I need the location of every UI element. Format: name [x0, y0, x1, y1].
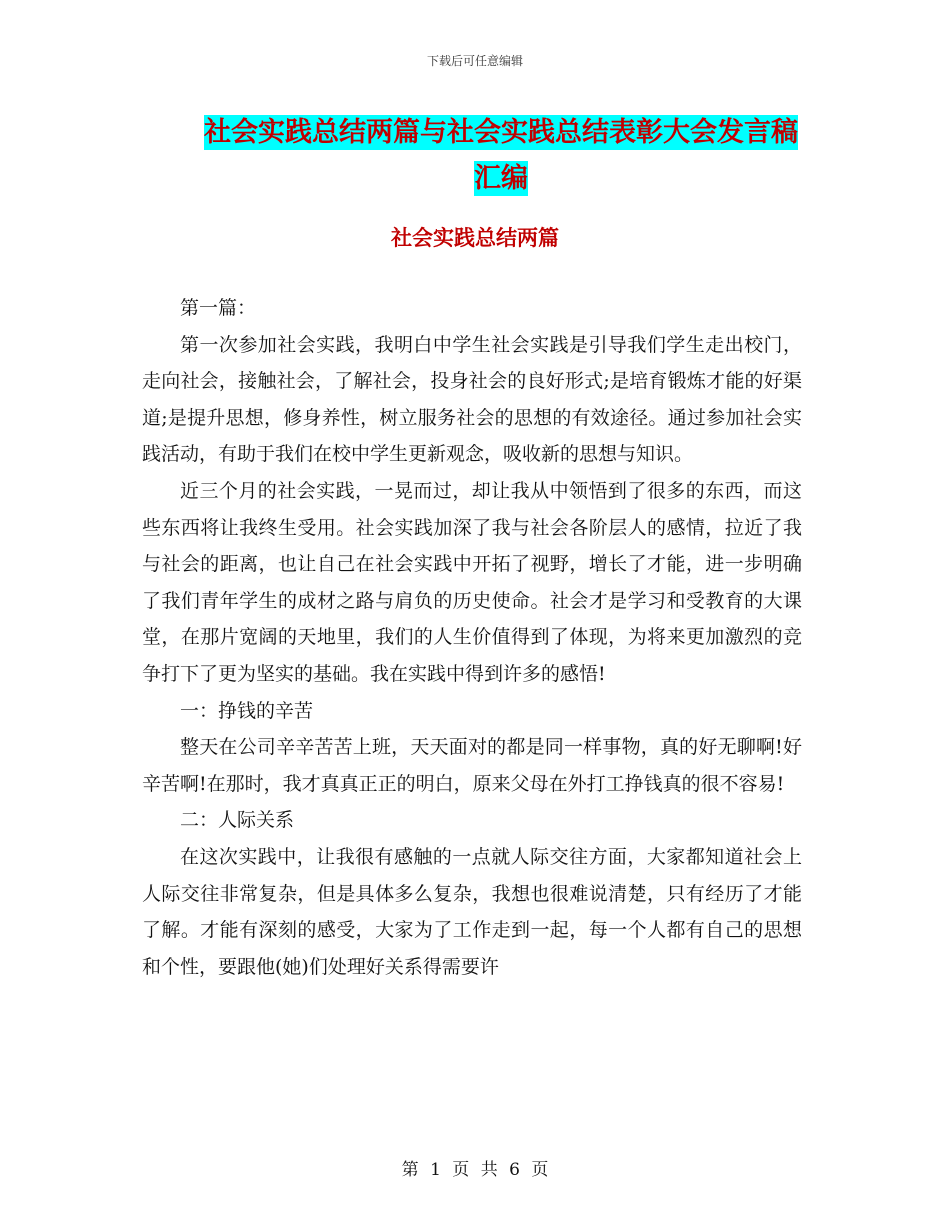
- paragraph: 近三个月的社会实践，一晃而过，却让我从中领悟到了很多的东西，而这些东西将让我终生受用。社会实践加深了我与社会各阶层人的感情，拉近了我与社会的距离，也让自己在社会实践中开拓了视野，增长了才能，进一步明确了我们青年学生的成材之路与肩负的历史使命。社会才是学习和受教育的大课堂，在那片宽阔的天地里，我们的人生价值得到了体现，为将来更加激烈的竞争打下了更为坚实的基础。我在实践中得到许多的感悟!: [142, 479, 802, 685]
- paragraph: 一：挣钱的辛苦: [180, 699, 314, 722]
- document-title-text: 社会实践总结两篇与社会实践总结表彰大会发言稿汇编: [204, 117, 798, 194]
- document-title: [196, 110, 806, 202]
- paragraph: 第一次参加社会实践，我明白中学生社会实践是引导我们学生走出校门，走向社会，接触社会，了解社会，投身社会的良好形式;是培育锻炼才能的好渠道;是提升思想，修身养性，树立服务社会的思想的有效途径。通过参加社会实践活动，有助于我们在校中学生更新观念，吸收新的思想与知识。: [142, 333, 802, 466]
- paragraph: 第一篇：: [180, 297, 257, 319]
- section-title: 社会实践总结两篇: [391, 226, 559, 250]
- paragraph: 整天在公司辛辛苦苦上班，天天面对的都是同一样事物，真的好无聊啊!好辛苦啊!在那时，我才真真正正的明白，原来父母在外打工挣钱真的很不容易!: [142, 736, 802, 795]
- header-note: 下载后可任意编辑: [426, 54, 523, 68]
- paragraph: 二：人际关系: [180, 809, 295, 832]
- paragraph: 在这次实践中，让我很有感触的一点就人际交往方面，大家都知道社会上人际交往非常复杂，但是具体多么复杂，我想也很难说清楚，只有经历了才能了解。才能有深刻的感受，大家为了工作走到一起，每一个人都有自己的思想和个性，要跟他(她)们处理好关系得需要许: [142, 845, 802, 978]
- page-footer: 第 1 页 共 6 页: [401, 1160, 549, 1180]
- document-body: [142, 290, 802, 985]
